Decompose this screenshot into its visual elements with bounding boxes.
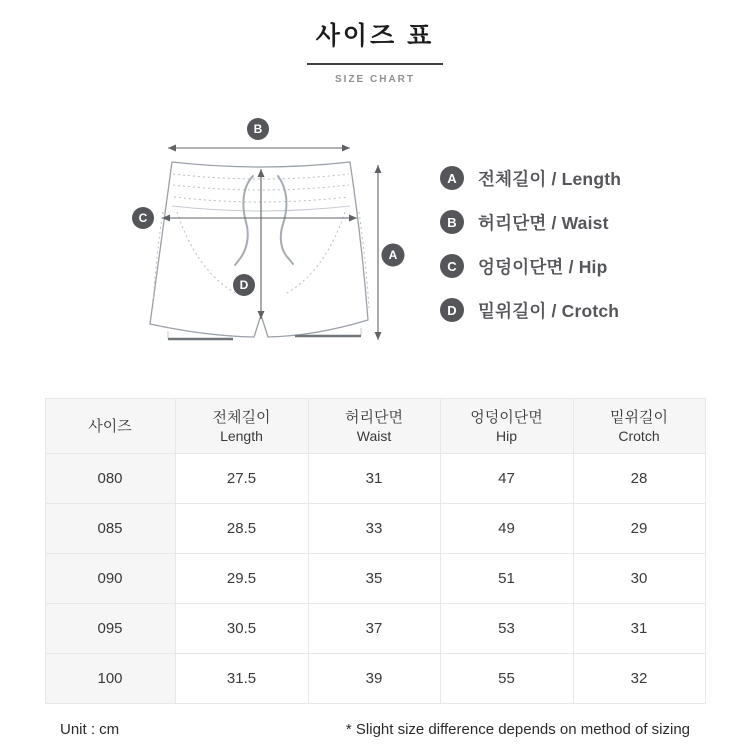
value-cell: 39 — [308, 654, 440, 704]
col-header-hip-en: Hip — [495, 427, 517, 444]
title-divider — [307, 63, 443, 65]
value-cell: 55 — [440, 654, 573, 704]
header — [0, 0, 750, 85]
col-header-hip-ko: 엉덩이단면 — [470, 408, 543, 426]
legend-label-waist: 허리단면 / Waist — [478, 212, 609, 233]
marker-a-badge — [382, 244, 405, 267]
col-header-crotch-ko: 밑위길이 — [610, 408, 668, 426]
header-row — [45, 399, 705, 454]
value-cell: 27.5 — [175, 454, 308, 504]
col-header-waist-en: Waist — [356, 427, 392, 444]
col-header-crotch-en: Crotch — [618, 427, 660, 444]
marker-c-badge — [132, 207, 154, 229]
value-cell: 33 — [308, 504, 440, 554]
marker-b-label: B — [253, 122, 263, 137]
value-cell: 53 — [440, 604, 573, 654]
col-header-size-ko: 사이즈 — [88, 417, 132, 435]
shorts-diagram — [115, 112, 435, 362]
legend-badge-b: B — [440, 210, 464, 234]
col-header-length — [175, 399, 308, 454]
legend-label-crotch: 밑위길이 / Crotch — [478, 300, 620, 321]
footer — [60, 721, 690, 738]
marker-d-badge — [233, 274, 255, 296]
table-row-100 — [45, 654, 705, 704]
value-cell: 35 — [308, 554, 440, 604]
size-table-body — [45, 454, 705, 704]
value-cell: 28 — [573, 454, 705, 504]
legend-badge-c: C — [440, 254, 464, 278]
col-header-waist-ko: 허리단면 — [345, 408, 403, 426]
size-table-header — [45, 399, 705, 454]
value-cell: 30.5 — [175, 604, 308, 654]
legend-item-crotch — [440, 298, 621, 322]
value-cell: 29 — [573, 504, 705, 554]
table-row-085 — [45, 504, 705, 554]
value-cell: 49 — [440, 504, 573, 554]
col-header-length-ko: 전체길이 — [212, 408, 271, 426]
legend — [440, 166, 621, 342]
value-cell: 28.5 — [175, 504, 308, 554]
size-table — [45, 398, 706, 704]
table-row-095 — [45, 604, 705, 654]
value-cell: 32 — [573, 654, 705, 704]
size-cell: 085 — [45, 504, 175, 554]
marker-b-badge — [247, 118, 269, 140]
value-cell: 31 — [573, 604, 705, 654]
legend-item-length — [440, 166, 621, 190]
measure-arrow-length-a — [375, 165, 382, 340]
col-header-crotch — [573, 399, 705, 454]
legend-badge-d: D — [440, 298, 464, 322]
sizing-note: * Slight size difference depends on method of sizing — [345, 721, 690, 738]
measure-arrow-waist-b — [168, 145, 350, 152]
table-row-090 — [45, 554, 705, 604]
col-header-size — [45, 399, 175, 454]
value-cell: 51 — [440, 554, 573, 604]
table-row-080 — [45, 454, 705, 504]
legend-label-hip: 엉덩이단면 / Hip — [478, 256, 608, 277]
size-cell: 095 — [45, 604, 175, 654]
value-cell: 29.5 — [175, 554, 308, 604]
size-cell: 100 — [45, 654, 175, 704]
col-header-hip — [440, 399, 573, 454]
legend-label-length: 전체길이 / Length — [478, 168, 622, 189]
col-header-length-en: Length — [220, 427, 263, 444]
page-title: 사이즈 표 — [315, 22, 435, 50]
col-header-waist — [308, 399, 440, 454]
value-cell: 31 — [308, 454, 440, 504]
value-cell: 31.5 — [175, 654, 308, 704]
unit-label: Unit : cm — [60, 721, 120, 738]
legend-item-waist — [440, 210, 621, 234]
size-cell: 090 — [45, 554, 175, 604]
size-cell: 080 — [45, 454, 175, 504]
measurement-figure — [0, 112, 750, 362]
value-cell: 47 — [440, 454, 573, 504]
legend-item-hip — [440, 254, 621, 278]
page-subtitle: SIZE CHART — [335, 74, 415, 85]
value-cell: 37 — [308, 604, 440, 654]
marker-c-label: C — [138, 211, 148, 226]
marker-a-label: A — [388, 248, 398, 263]
marker-d-label: D — [239, 278, 249, 293]
legend-badge-a: A — [440, 166, 464, 190]
value-cell: 30 — [573, 554, 705, 604]
